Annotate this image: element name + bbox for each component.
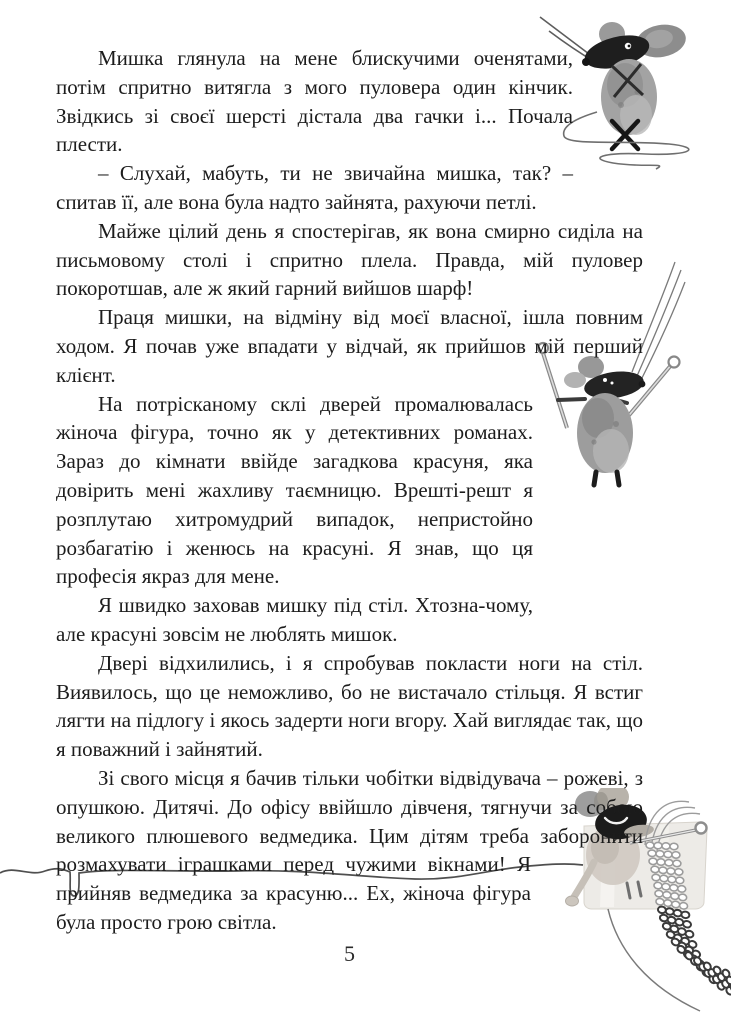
paragraph: Мишка глянула на мене блискучими оченятами, потім спритно витягла з мого пуловера один кінчик. Звідкись зі своєї шерсті дістала два гачки і... Почала плести. [56, 46, 573, 157]
illustration-wrap-spacer-middle [533, 390, 643, 593]
paragraph: Двері відхилились, і я спробував покласти ноги на стіл. Виявилось, що це неможливо, бо не вистачало стільця. Я встиг лягти на підлогу і якось задерти ноги вгору. Хай виглядає так, що я поважний і зайнятий. [56, 650, 643, 762]
page-number: 5 [344, 941, 355, 966]
scarf-dark-section [657, 906, 731, 999]
paragraph: Майже цілий день я спостерігав, як вона смирно сиділа на письмовому столі і спритно плела. Правда, мій пуловер покоротшав, але ж який гарний вийшов шарф! [56, 218, 643, 301]
paragraph: Зі свого місця я бачив тільки чобітки відвідувача – рожеві, з опушкою. Дитячі. До офісу ввійшло дівченя, тягнучи за собою великого плюшевого ведмедика. Цим дітям треба заборонити розмахувати іграшками перед чужими вікнами! Я прийняв ведмедика за красуню... Ех, жіноча фігура була просто грою світла. [56, 765, 643, 934]
body-text [56, 44, 643, 939]
illustration-wrap-spacer-top [573, 44, 643, 190]
paragraph: – Слухай, мабуть, ти не звичайна мишка, так? – спитав її, але вона була надто зайнята, рахуючи петлі. [56, 161, 573, 214]
paragraph: Праця мишки, на відміну від моєї власної, ішла повним ходом. Я почав уже впадати у відчай, як прийшов мій перший клієнт. [56, 305, 643, 387]
paragraph: На потрісканому склі дверей промалювалась жіноча фігура, точно як у детективних романах. Зараз до кімнати ввійде загадкова красуня, яка довірить мені жахливу таємницю. Врешті-решт я розплутаю хитромудрий випадок, непристойно розбагатію і женюсь на красуні. Я знав, що ця професія якраз для мене. [56, 391, 533, 589]
paragraph: Я швидко заховав мишку під стіл. Хтозна-чому, але красуні зовсім не люблять мишок. [56, 593, 533, 646]
